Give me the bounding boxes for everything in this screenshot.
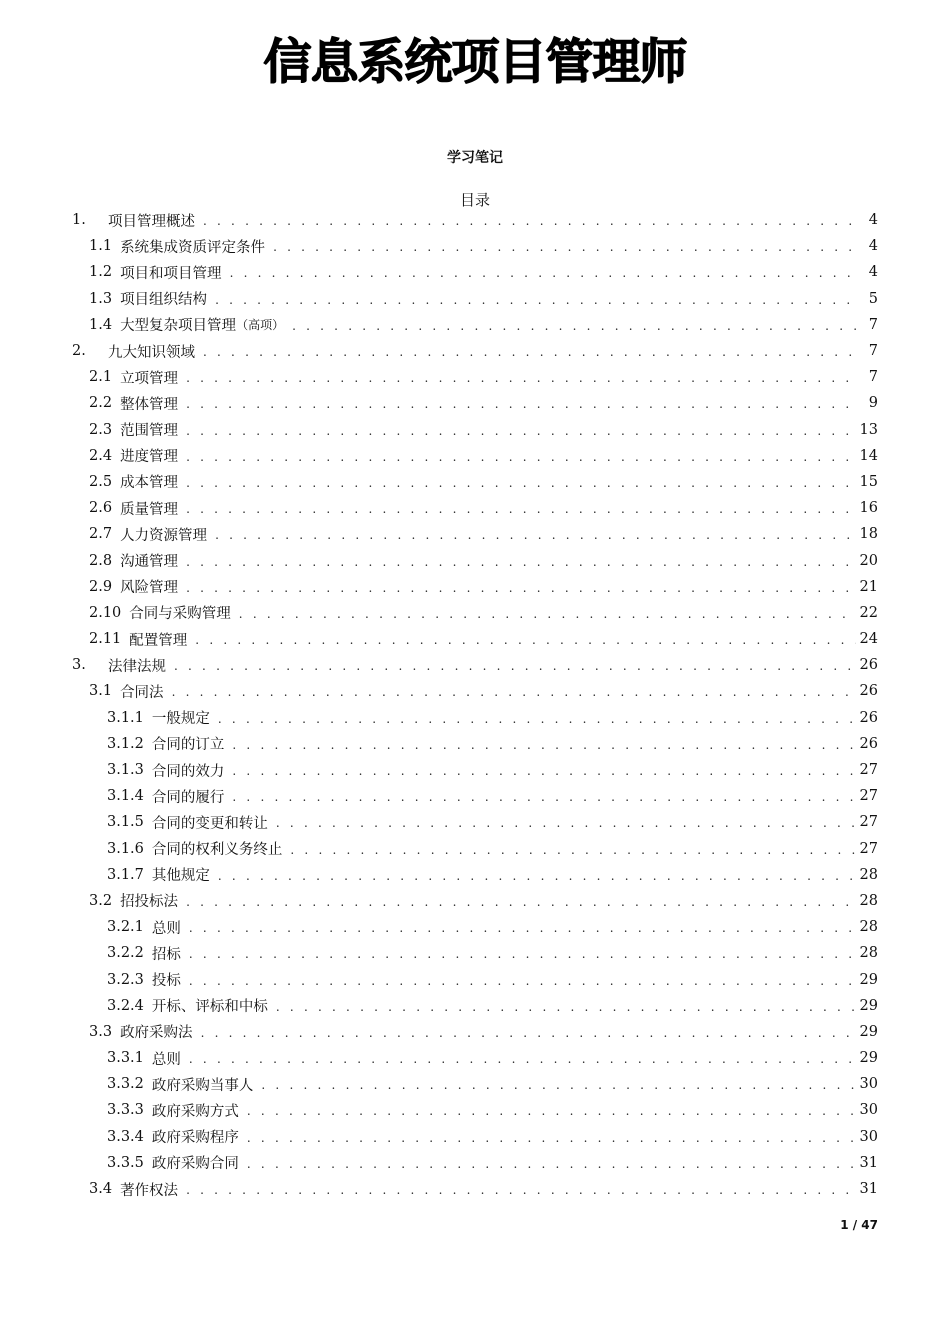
toc-entry-page: 7: [868, 343, 878, 360]
toc-entry-title: 合同的订立: [151, 737, 225, 754]
toc-entry-page: 18: [859, 526, 878, 543]
toc-dot-leader: [186, 895, 855, 909]
toc-dot-leader: [186, 1183, 855, 1197]
toc-dot-leader: [276, 1000, 856, 1014]
toc-entry-number: 1.: [72, 212, 86, 229]
toc-entry-page: 4: [868, 212, 878, 229]
toc-entry-title: 法律法规: [108, 658, 166, 675]
toc-entry[interactable]: [72, 888, 878, 914]
toc-entry-number: 3.2.1: [107, 919, 144, 936]
toc-dot-leader: [195, 633, 855, 647]
total-page-count: 47: [861, 1218, 878, 1232]
toc-entry[interactable]: [72, 940, 878, 966]
toc-entry-title: 合同与采购管理: [129, 606, 231, 623]
toc-entry[interactable]: [72, 757, 878, 783]
toc-dot-leader: [247, 1157, 856, 1171]
toc-entry-title: 一般规定: [151, 711, 210, 728]
toc-entry-page: 31: [859, 1154, 878, 1171]
toc-entry-page: 27: [859, 814, 878, 831]
toc-entry-number: 2.8: [89, 552, 113, 569]
toc-entry-page: 14: [859, 447, 878, 464]
toc-entry-page: 7: [868, 369, 878, 386]
toc-entry-number: 3.1.6: [107, 840, 144, 857]
toc-entry[interactable]: [72, 338, 878, 364]
toc-entry[interactable]: [72, 443, 878, 469]
toc-dot-leader: [186, 555, 855, 569]
toc-entry-page: 26: [859, 657, 878, 674]
toc-dot-leader: [203, 345, 858, 359]
toc-entry-number: 3.1: [89, 683, 113, 700]
toc-dot-leader: [273, 240, 858, 254]
toc-entry[interactable]: [72, 705, 878, 731]
toc-entry-note: （高项）: [236, 318, 285, 333]
toc-entry[interactable]: [72, 547, 878, 573]
toc-entry[interactable]: [72, 390, 878, 416]
page-number-separator: /: [848, 1218, 862, 1232]
toc-entry[interactable]: [72, 862, 878, 888]
toc-dot-leader: [276, 816, 856, 830]
toc-entry-title: 总则: [151, 1051, 181, 1068]
toc-dot-leader: [247, 1131, 856, 1145]
toc-entry-page: 21: [859, 578, 878, 595]
toc-entry-number: 1.1: [89, 238, 113, 255]
document-subtitle: 学习笔记: [447, 150, 503, 166]
document-title: 信息系统项目管理师: [263, 34, 687, 90]
toc-entry-number: 3.1.2: [107, 735, 144, 752]
toc-dot-leader: [215, 293, 858, 307]
toc-entry-number: 2.10: [89, 604, 122, 621]
toc-dot-leader: [189, 947, 856, 961]
toc-heading: 目录: [459, 191, 490, 209]
toc-entry-number: 2.6: [89, 500, 113, 517]
table-of-contents: [72, 207, 878, 1202]
toc-entry-number: 3.3.5: [107, 1154, 144, 1171]
toc-entry[interactable]: [72, 783, 878, 809]
toc-entry-title: 著作权法: [120, 1182, 179, 1199]
toc-dot-leader: [186, 502, 855, 516]
toc-entry-number: 3.3.1: [107, 1050, 144, 1067]
toc-entry-number: 3.2: [89, 892, 113, 909]
toc-entry-title: 系统集成资质评定条件: [120, 239, 266, 256]
toc-entry-page: 30: [859, 1102, 878, 1119]
toc-entry-title: 招投标法: [120, 894, 179, 911]
toc-dot-leader: [239, 607, 856, 621]
toc-dot-leader: [232, 738, 855, 752]
toc-entry-title: 其他规定: [151, 868, 210, 885]
toc-entry-title: 质量管理: [120, 501, 179, 518]
toc-entry-title: 合同的效力: [151, 763, 225, 780]
toc-entry[interactable]: [72, 652, 878, 678]
toc-entry-page: 26: [859, 683, 878, 700]
toc-entry-number: 2.2: [89, 395, 113, 412]
toc-entry[interactable]: [72, 521, 878, 547]
page-number-footer: [840, 1216, 878, 1234]
toc-entry[interactable]: [72, 495, 878, 521]
toc-entry-title: 成本管理: [120, 475, 179, 492]
toc-entry-title: 九大知识领域: [108, 344, 195, 361]
toc-entry-title: 整体管理: [120, 396, 179, 413]
toc-entry-title: 合同的权利义务终止: [151, 842, 283, 859]
toc-dot-leader: [201, 1026, 856, 1040]
toc-dot-leader: [186, 397, 858, 411]
toc-entry-page: 26: [859, 735, 878, 752]
toc-entry-page: 30: [859, 1128, 878, 1145]
toc-entry[interactable]: [72, 286, 878, 312]
toc-entry-title: 政府采购合同: [151, 1156, 239, 1173]
toc-entry-number: 3.3.2: [107, 1076, 144, 1093]
toc-entry-page: 28: [859, 919, 878, 936]
toc-entry-number: 2.5: [89, 473, 113, 490]
toc-entry-title: 立项管理: [120, 370, 179, 387]
toc-entry[interactable]: [72, 678, 878, 704]
toc-dot-leader: [232, 790, 855, 804]
toc-entry-title: 项目和项目管理: [120, 265, 222, 282]
toc-entry-title: 配置管理: [129, 632, 188, 649]
toc-entry-page: 29: [859, 971, 878, 988]
toc-entry-number: 3.2.3: [107, 971, 144, 988]
toc-entry[interactable]: [72, 207, 878, 233]
toc-entry-page: 7: [868, 316, 878, 333]
toc-entry-page: 20: [859, 552, 878, 569]
toc-entry[interactable]: [72, 731, 878, 757]
toc-entry[interactable]: [72, 1124, 878, 1150]
toc-entry[interactable]: [72, 993, 878, 1019]
toc-entry-number: 3.: [72, 657, 86, 674]
toc-entry-page: 15: [859, 473, 878, 490]
toc-entry-number: 3.3: [89, 1023, 113, 1040]
toc-entry-page: 5: [868, 290, 878, 307]
toc-entry-number: 1.2: [89, 264, 113, 281]
toc-entry-number: 3.2.2: [107, 945, 144, 962]
toc-entry[interactable]: [72, 233, 878, 259]
toc-entry[interactable]: [72, 417, 878, 443]
toc-dot-leader: [172, 685, 856, 699]
toc-dot-leader: [189, 974, 856, 988]
toc-entry-number: 3.1.5: [107, 814, 144, 831]
toc-entry-page: 27: [859, 840, 878, 857]
toc-entry-page: 9: [868, 395, 878, 412]
toc-dot-leader: [186, 476, 855, 490]
toc-entry-number: 1.3: [89, 290, 113, 307]
toc-entry[interactable]: [72, 364, 878, 390]
toc-entry-page: 16: [859, 500, 878, 517]
toc-entry-number: 2.4: [89, 447, 113, 464]
toc-entry-title: 项目管理概述: [108, 213, 195, 230]
toc-entry-page: 29: [859, 1050, 878, 1067]
toc-entry-number: 3.1.7: [107, 866, 144, 883]
toc-entry-number: 2.7: [89, 526, 113, 543]
toc-entry-number: 3.1.3: [107, 762, 144, 779]
toc-dot-leader: [215, 528, 855, 542]
toc-dot-leader: [189, 1052, 856, 1066]
toc-entry-title: 政府采购当事人: [151, 1077, 254, 1094]
toc-entry-page: 4: [868, 238, 878, 255]
toc-entry-title: 风险管理: [120, 580, 179, 597]
toc-entry-number: 2.11: [89, 631, 122, 648]
toc-entry-number: 3.2.4: [107, 997, 144, 1014]
toc-entry-title: 合同的变更和转让: [151, 815, 268, 832]
toc-entry-title: 投标: [151, 973, 181, 990]
toc-entry-page: 30: [859, 1076, 878, 1093]
toc-dot-leader: [261, 1078, 855, 1092]
toc-dot-leader: [292, 319, 858, 333]
toc-entry[interactable]: [72, 574, 878, 600]
toc-entry-title: 政府采购方式: [151, 1103, 239, 1120]
toc-entry-number: 2.3: [89, 421, 113, 438]
toc-entry-title: 大型复杂项目管理: [120, 318, 237, 335]
toc-dot-leader: [218, 869, 856, 883]
toc-entry-number: 3.3.4: [107, 1128, 144, 1145]
toc-entry-number: 1.4: [89, 316, 113, 333]
toc-entry-page: 29: [859, 997, 878, 1014]
toc-dot-leader: [186, 450, 855, 464]
toc-entry[interactable]: [72, 1097, 878, 1123]
toc-dot-leader: [290, 843, 855, 857]
toc-entry[interactable]: [72, 626, 878, 652]
toc-entry-page: 24: [859, 631, 878, 648]
toc-entry[interactable]: [72, 1019, 878, 1045]
toc-entry-page: 27: [859, 788, 878, 805]
toc-entry[interactable]: [72, 600, 878, 626]
toc-dot-leader: [218, 712, 856, 726]
toc-entry[interactable]: [72, 1045, 878, 1071]
toc-entry-title: 政府采购法: [120, 1025, 193, 1042]
toc-entry[interactable]: [72, 469, 878, 495]
toc-entry-number: 3.4: [89, 1181, 113, 1198]
toc-entry-title: 合同法: [120, 684, 164, 701]
toc-entry-title: 招标: [151, 946, 181, 963]
toc-entry-page: 28: [859, 892, 878, 909]
toc-dot-leader: [186, 371, 858, 385]
toc-entry-number: 2.1: [89, 369, 113, 386]
toc-entry-title: 开标、评标和中标: [151, 999, 268, 1016]
toc-entry-number: 3.1.1: [107, 709, 144, 726]
toc-entry-title: 进度管理: [120, 449, 179, 466]
toc-entry-page: 4: [868, 264, 878, 281]
toc-entry-page: 13: [859, 421, 878, 438]
toc-entry-page: 28: [859, 945, 878, 962]
toc-entry-title: 沟通管理: [120, 554, 179, 571]
toc-entry-page: 27: [859, 762, 878, 779]
toc-entry-title: 合同的履行: [151, 789, 225, 806]
toc-entry-title: 范围管理: [120, 423, 179, 440]
current-page-number: 1: [840, 1218, 849, 1232]
toc-entry-title: 人力资源管理: [120, 527, 208, 544]
toc-entry-number: 3.3.3: [107, 1102, 144, 1119]
toc-dot-leader: [189, 921, 856, 935]
toc-entry-title: 总则: [151, 920, 181, 937]
toc-dot-leader: [232, 764, 855, 778]
toc-dot-leader: [247, 1104, 856, 1118]
toc-dot-leader: [186, 581, 855, 595]
toc-entry[interactable]: [72, 914, 878, 940]
toc-entry[interactable]: [72, 259, 878, 285]
toc-dot-leader: [230, 266, 858, 280]
toc-entry-title: 政府采购程序: [151, 1130, 239, 1147]
toc-dot-leader: [186, 424, 855, 438]
toc-entry-page: 31: [859, 1181, 878, 1198]
toc-entry[interactable]: [72, 966, 878, 992]
toc-entry-page: 22: [859, 604, 878, 621]
toc-entry-number: 2.9: [89, 578, 113, 595]
toc-entry-page: 28: [859, 866, 878, 883]
toc-entry-page: 29: [859, 1023, 878, 1040]
toc-entry[interactable]: [72, 312, 878, 338]
toc-entry-number: 3.1.4: [107, 788, 144, 805]
toc-dot-leader: [174, 659, 856, 673]
toc-entry[interactable]: [72, 1150, 878, 1176]
toc-entry[interactable]: [72, 1071, 878, 1097]
toc-entry[interactable]: [72, 836, 878, 862]
toc-entry[interactable]: [72, 809, 878, 835]
toc-entry-number: 2.: [72, 343, 86, 360]
toc-dot-leader: [203, 214, 858, 228]
toc-entry[interactable]: [72, 1176, 878, 1202]
toc-entry-page: 26: [859, 709, 878, 726]
toc-entry-title: 项目组织结构: [120, 292, 208, 309]
